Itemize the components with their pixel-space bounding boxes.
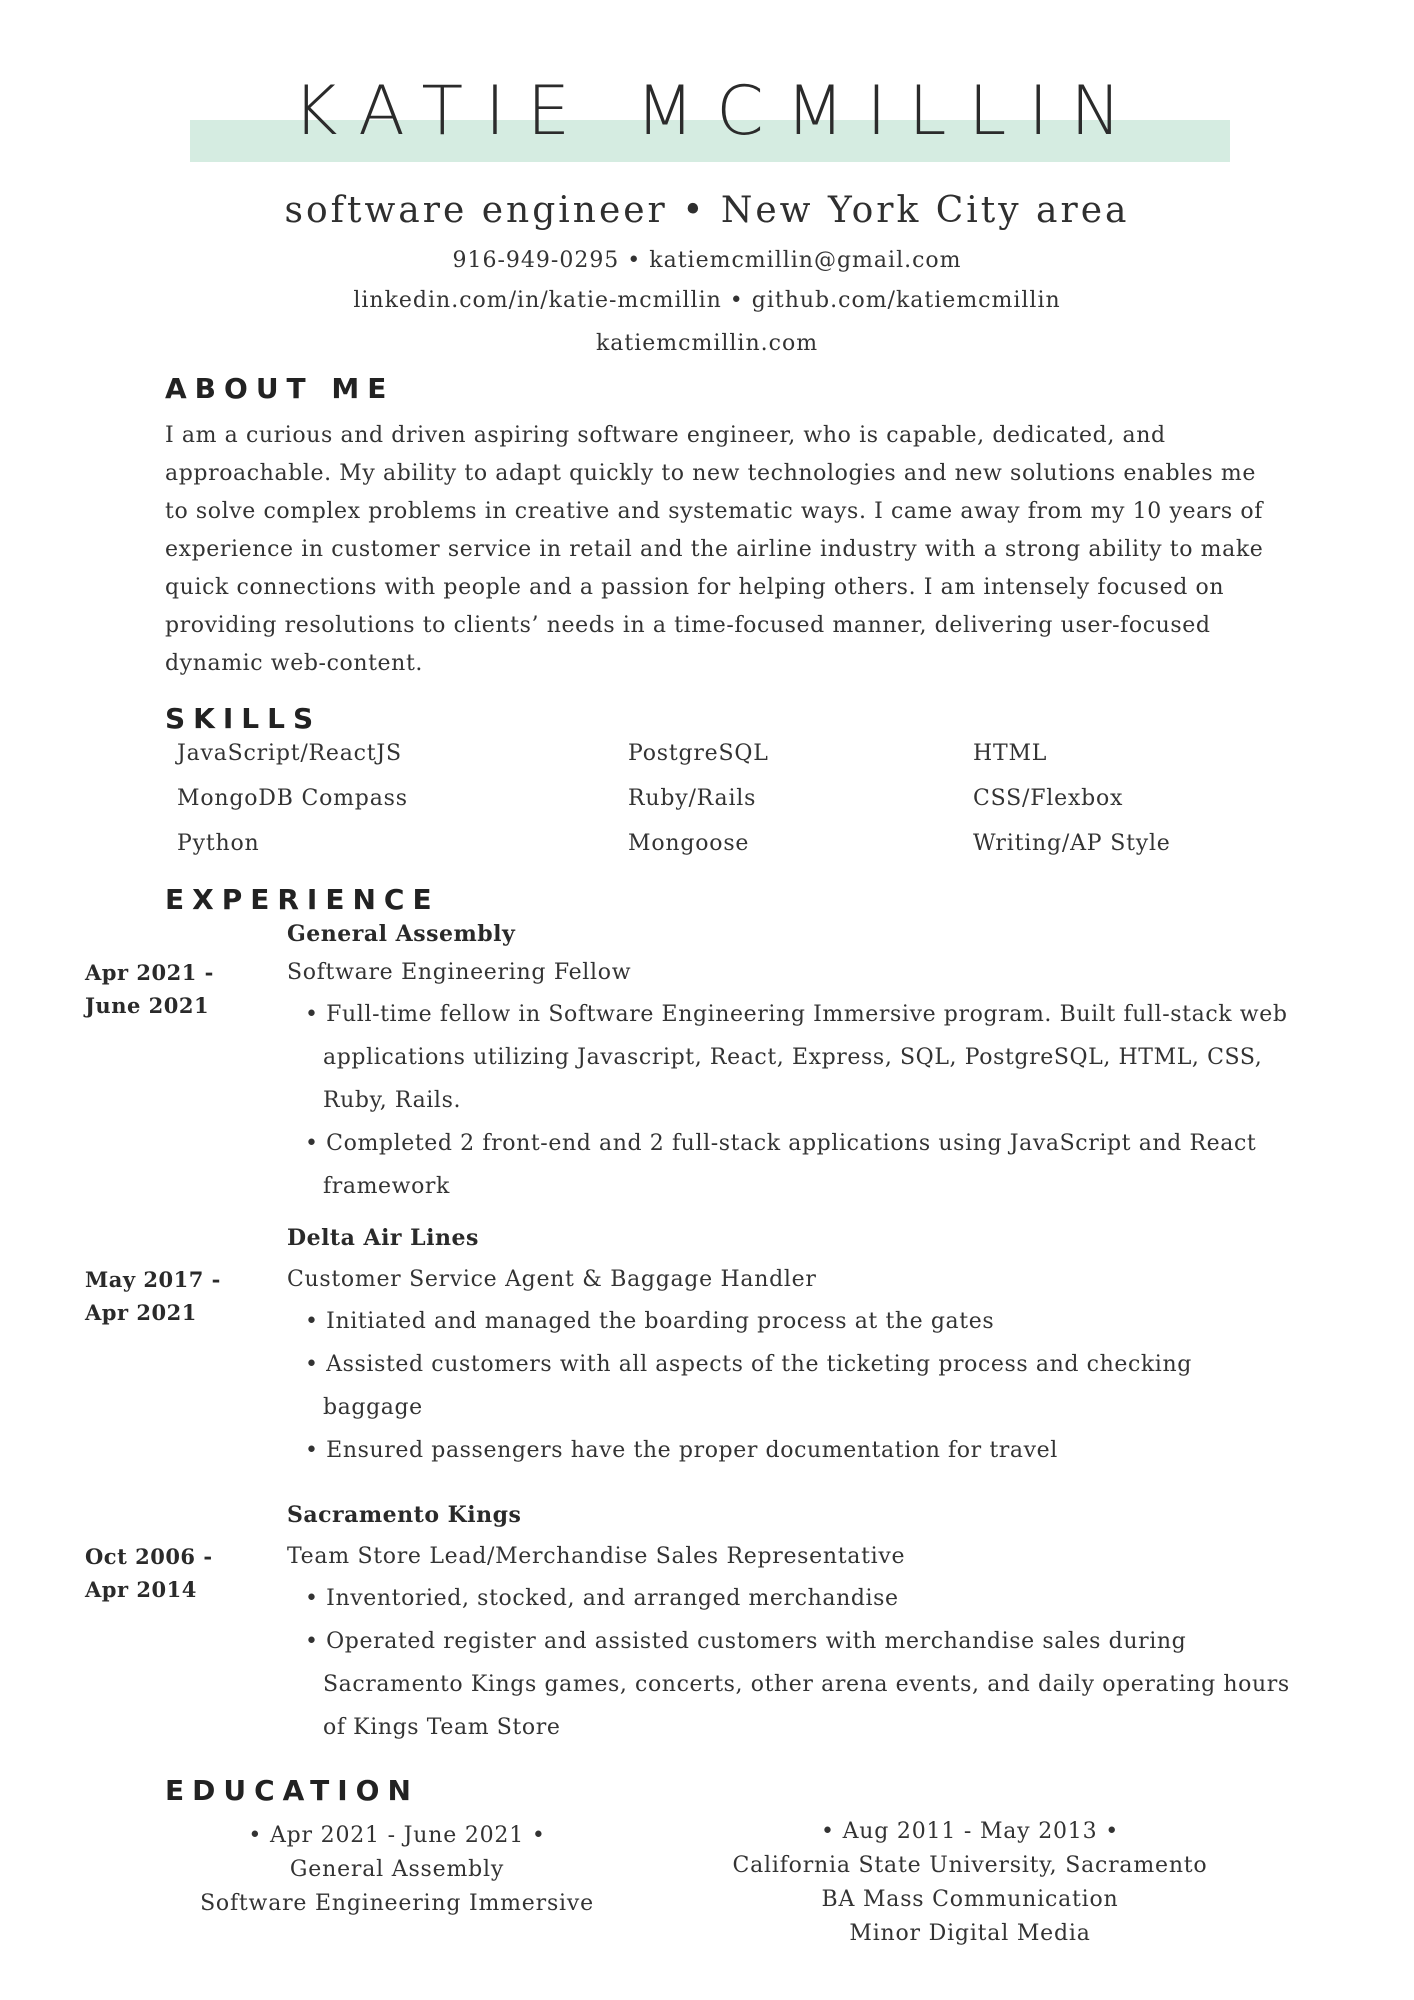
about-heading: ABOUT ME <box>165 372 395 405</box>
job-bullet-list <box>305 993 1295 1208</box>
skill-item: MongoDB Compass <box>177 786 408 811</box>
job-bullet: • Operated register and assisted customers with merchandise sales during Sacramento Kings games, concerts, other arena events, and daily operating hours of Kings Team Store <box>305 1629 1290 1740</box>
skill-item: Python <box>177 831 260 856</box>
job-role: Customer Service Agent & Baggage Handler <box>287 1267 817 1292</box>
job-bullet: • Initiated and managed the boarding process at the gates <box>305 1309 995 1334</box>
job-bullet: • Assisted customers with all aspects of the ticketing process and checking baggage <box>305 1352 1192 1420</box>
job-bullet: • Ensured passengers have the proper documentation for travel <box>305 1438 1058 1463</box>
job-title-location: software engineer • New York City area <box>284 190 1130 231</box>
education-entry <box>157 1819 637 1921</box>
job-bullet-list <box>305 1300 1295 1472</box>
job-date-end: Apr 2014 <box>85 1577 197 1602</box>
job-date-end: Apr 2021 <box>85 1300 197 1325</box>
skill-item: Ruby/Rails <box>628 786 757 811</box>
job-company: Delta Air Lines <box>287 1225 479 1251</box>
education-entry <box>710 1815 1230 1951</box>
job-company: Sacramento Kings <box>287 1502 522 1528</box>
experience-heading: EXPERIENCE <box>165 883 440 916</box>
job-bullet: • Completed 2 front-end and 2 full-stack applications using JavaScript and React framework <box>305 1131 1257 1199</box>
job-bullet-list <box>305 1577 1295 1749</box>
education-school: California State University, Sacramento <box>732 1853 1208 1878</box>
skills-heading: SKILLS <box>165 702 322 735</box>
candidate-name: KATIE MCMILLIN <box>292 72 1144 151</box>
education-dates: • Apr 2021 - June 2021 • <box>248 1823 546 1848</box>
job-dates <box>85 956 214 1022</box>
job-date-end: June 2021 <box>85 993 210 1018</box>
education-school: General Assembly <box>289 1857 505 1882</box>
job-date-start: Oct 2006 - <box>85 1544 213 1569</box>
skill-item: CSS/Flexbox <box>973 786 1124 811</box>
job-bullet: • Full-time fellow in Software Engineering Immersive program. Built full-stack web applications utilizing Javascript, React, Express, SQL, PostgreSQL, HTML, CSS, Ruby, Rails. <box>305 1002 1288 1113</box>
contact-phone-email: 916-949-0295 • katiemcmillin@gmail.com <box>452 248 962 273</box>
skill-item: Mongoose <box>628 831 750 856</box>
education-degree: BA Mass Communication <box>821 1887 1119 1912</box>
contact-links: linkedin.com/in/katie-mcmillin • github.com/katiemcmillin <box>353 288 1061 313</box>
education-dates: • Aug 2011 - May 2013 • <box>821 1819 1119 1844</box>
education-minor: Minor Digital Media <box>849 1921 1091 1946</box>
job-role: Software Engineering Fellow <box>287 960 632 985</box>
education-program: Software Engineering Immersive <box>200 1891 594 1916</box>
job-dates <box>85 1540 213 1606</box>
skill-item: JavaScript/ReactJS <box>177 741 402 766</box>
skill-item: HTML <box>973 741 1048 766</box>
contact-website: katiemcmillin.com <box>595 331 819 356</box>
job-role: Team Store Lead/Merchandise Sales Representative <box>287 1544 906 1569</box>
skill-item: PostgreSQL <box>628 741 769 766</box>
job-date-start: May 2017 - <box>85 1267 221 1292</box>
education-heading: EDUCATION <box>165 1774 419 1807</box>
job-date-start: Apr 2021 - <box>85 960 214 985</box>
job-dates <box>85 1263 221 1329</box>
job-bullet: • Inventoried, stocked, and arranged merchandise <box>305 1586 899 1611</box>
about-text: I am a curious and driven aspiring software engineer, who is capable, dedicated, and approachable. My ability to adapt quickly to new technologies and new solutions enables me to solve complex problems in creative and systematic ways. I came away from my 10 years of experience in customer service in retail and the airline industry with a strong ability to make quick connections with people and a passion for helping others. I am intensely focused on providing resolutions to clients’ needs in a time-focused manner, delivering user-focused dynamic web-content. <box>165 423 1264 676</box>
skill-item: Writing/AP Style <box>973 831 1171 856</box>
job-company: General Assembly <box>287 921 516 947</box>
